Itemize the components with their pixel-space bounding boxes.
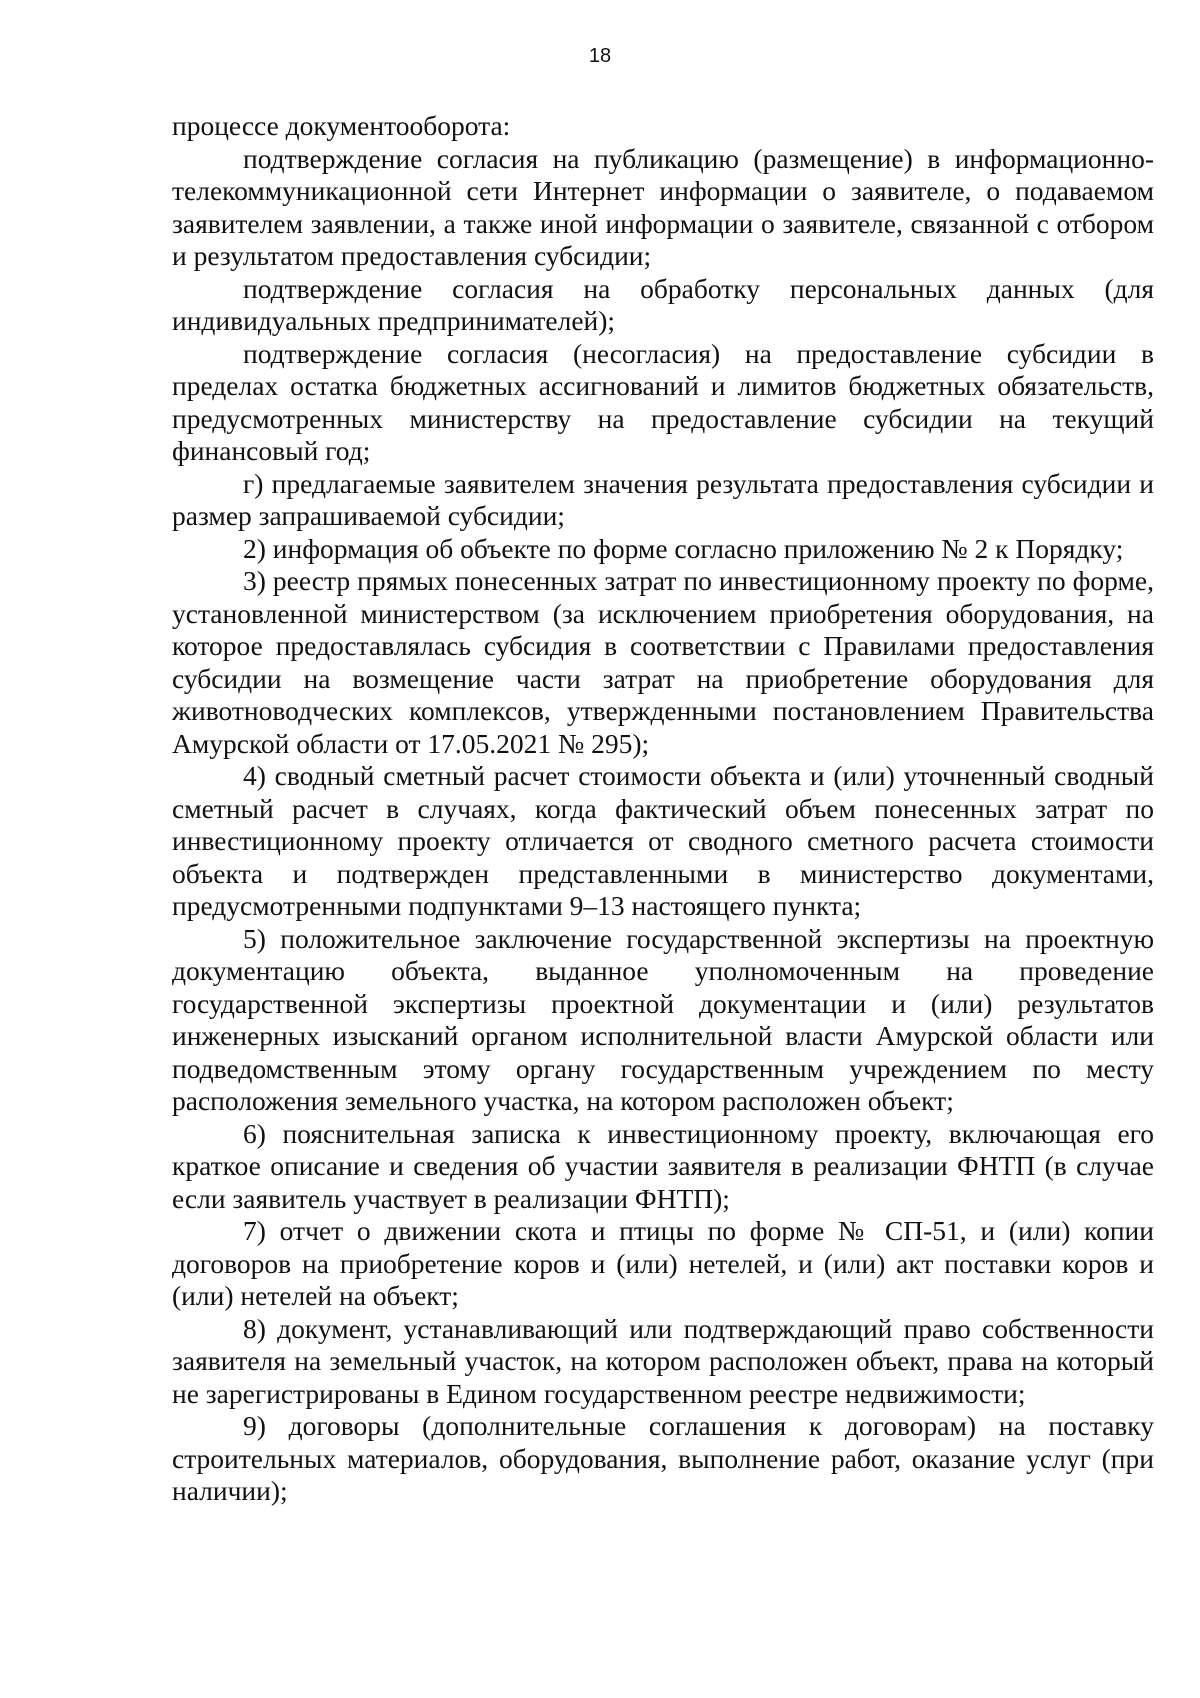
paragraph-item-8: 8) документ, устанавливающий или подтверждающий право собственности заявителя на земельный участок, на котором расположен объект, права на который не зарегистрированы в Едином государственном реестре недвижимости; <box>172 1312 1154 1409</box>
paragraph-consent-budget-limits: подтверждение согласия (несогласия) на предоставление субсидии в пределах остатка бюджетных ассигнований и лимитов бюджетных обязательств, предусмотренных министерству на предоставление субсидии на текущий финансовый год; <box>172 337 1154 466</box>
paragraph-item-5: 5) положительное заключение государственной экспертизы на проектную документацию объекта, выданное уполномоченным на проведение государственной экспертизы проектной документации и (или) результатов инженерных изысканий органом исполнительной власти Амурской области или подведомственным этому органу государственным учреждением по месту расположения земельного участка, на котором расположен объект; <box>172 922 1154 1116</box>
paragraph-continuation: процессе документооборота: <box>172 110 511 141</box>
paragraph-item-3: 3) реестр прямых понесенных затрат по инвестиционному проекту по форме, установленной министерством (за исключением приобретения оборудования, на которое предоставлялась субсидия в соответствии с Правилами предоставления субсидии на возмещение части затрат на приобретение оборудования для животноводческих комплексов, утвержденными постановлением Правительства Амурской области от 17.05.2021 № 295); <box>172 565 1154 759</box>
paragraph-item-7: 7) отчет о движении скота и птицы по форме № СП-51, и (или) копии договоров на приобретение коров и (или) нетелей, и (или) акт поставки коров и (или) нетелей на объект; <box>172 1215 1154 1311</box>
page-number: 18 <box>588 45 612 67</box>
paragraph-item-g: г) предлагаемые заявителем значения результата предоставления субсидии и размер запрашиваемой субсидии; <box>172 467 1154 531</box>
paragraph-item-6: 6) пояснительная записка к инвестиционному проекту, включающая его краткое описание и сведения об участии заявителя в реализации ФНТП (в случае если заявитель участвует в реализации ФНТП); <box>172 1117 1154 1214</box>
paragraph-item-9: 9) договоры (дополнительные соглашения к договорам) на поставку строительных материалов, оборудования, выполнение работ, оказание услуг (при наличии); <box>172 1410 1154 1506</box>
document-body <box>172 110 1154 1508</box>
paragraph-item-2: 2) информация об объекте по форме согласно приложению № 2 к Порядку; <box>243 532 1124 564</box>
paragraph-consent-publication: подтверждение согласия на публикацию (размещение) в информационно-телекоммуникационной сети Интернет информации о заявителе, о подаваемом заявителем заявлении, а также иной информации о заявителе, связанной с отбором и результатом предоставления субсидии; <box>172 142 1154 271</box>
paragraph-consent-personal-data: подтверждение согласия на обработку персональных данных (для индивидуальных предпринимателей); <box>172 272 1154 336</box>
paragraph-item-4: 4) сводный сметный расчет стоимости объекта и (или) уточненный сводный сметный расчет в случаях, когда фактический объем понесенных затрат по инвестиционному проекту отличается от сводного сметного расчета стоимости объекта и подтвержден представленными в министерство документами, предусмотренными подпунктами 9–13 настоящего пункта; <box>172 760 1154 921</box>
